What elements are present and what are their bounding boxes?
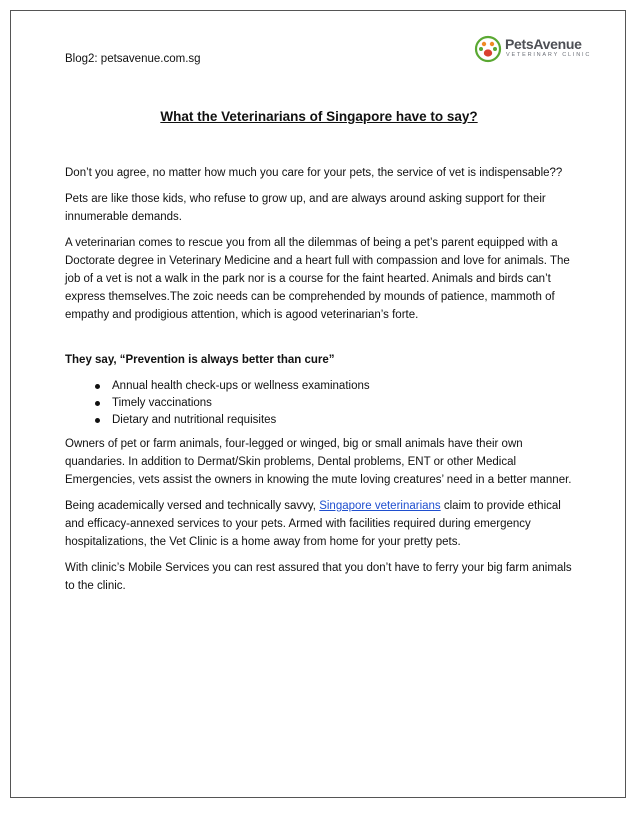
- bullet-text: Timely vaccinations: [112, 397, 212, 409]
- services-bullet-list: [65, 378, 581, 429]
- paragraph-text-before-link: Being academically versed and technically savvy,: [65, 500, 320, 512]
- bullet-icon: [95, 384, 100, 389]
- singapore-veterinarians-link[interactable]: Singapore veterinarians: [319, 500, 441, 512]
- petsavenue-logo: [474, 34, 592, 66]
- section-heading-prevention: They say, “Prevention is always better than cure”: [65, 354, 335, 366]
- blog-source-label: Blog2: petsavenue.com.sg: [65, 53, 201, 65]
- article-body: [65, 164, 581, 603]
- list-item: [65, 395, 581, 412]
- logo-wordmark: PetsAvenue: [505, 36, 582, 52]
- paw-logo-icon: [474, 35, 502, 63]
- list-item: [65, 378, 581, 395]
- bullet-text: Annual health check-ups or wellness examinations: [112, 380, 370, 392]
- paragraph-pets-like-kids: Pets are like those kids, who refuse to grow up, and are always around asking support for their innumerable demands.: [65, 193, 546, 223]
- bullet-icon: [95, 418, 100, 423]
- paragraph-text-after-link: claim to provide ethical and efficacy-annexed services to your pets. Armed with facilities required during emergency hospitalizations, the Vet Clinic is a home away from home for your pretty pets.: [65, 500, 561, 548]
- list-item: [65, 412, 581, 429]
- bullet-icon: [95, 401, 100, 406]
- paragraph-owners-quandaries: Owners of pet or farm animals, four-legged or winged, big or small animals have their own quandaries. In addition to Dermat/Skin problems, Dental problems, ENT or other Medical Emergencies, vets assist the owners in knowing the mute loving creatures’ need in a better manner.: [65, 438, 572, 486]
- logo-subtitle: VETERINARY CLINIC: [506, 52, 592, 58]
- paragraph-mobile-services: With clinic’s Mobile Services you can rest assured that you don’t have to ferry your big farm animals to the clinic.: [65, 562, 572, 592]
- page-title: What the Veterinarians of Singapore have to say?: [160, 109, 478, 124]
- bullet-text: Dietary and nutritional requisites: [112, 414, 277, 426]
- paragraph-intro: Don’t you agree, no matter how much you care for your pets, the service of vet is indispensable??: [65, 167, 563, 179]
- paragraph-veterinarian-role: A veterinarian comes to rescue you from all the dilemmas of being a pet’s parent equipped with a Doctorate degree in Veterinary Medicine and a heart full with compassion and love for animals. The job of a vet is not a walk in the park nor is a course for the faint hearted. Animals and birds can’t express themselves.The zoic needs can be comprehended by mounds of patience, mammoth of empathy and prodigious attention, which is agood veterinarian’s forte.: [65, 237, 570, 321]
- paragraph-academically-versed: [65, 497, 581, 551]
